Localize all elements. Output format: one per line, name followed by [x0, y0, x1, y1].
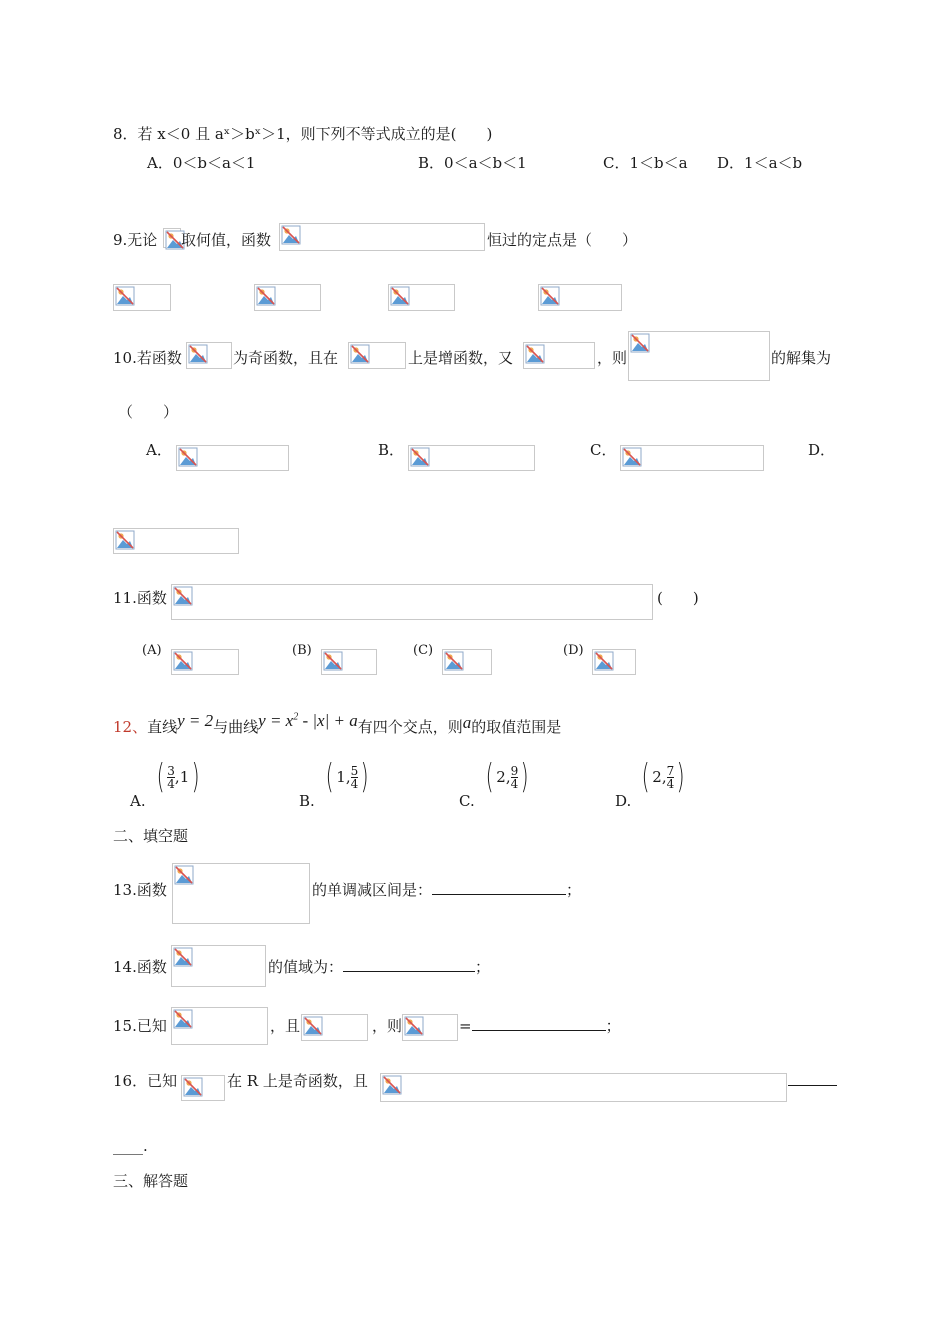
broken-image-placeholder	[380, 1073, 787, 1102]
q10-option-b-label: B．	[378, 441, 405, 459]
broken-image-icon	[525, 344, 545, 364]
interval-right-value: 1	[179, 768, 190, 786]
broken-image-icon	[173, 586, 193, 606]
q12-option-interval	[154, 757, 203, 797]
fraction-denominator: 4	[510, 776, 519, 791]
broken-image-icon	[173, 651, 193, 671]
q12-option-label: B.	[299, 792, 315, 810]
left-paren: (	[485, 757, 494, 797]
q16-text-pre: 16．已知	[113, 1072, 178, 1090]
broken-image-icon	[404, 1016, 424, 1036]
broken-image-icon	[323, 651, 343, 671]
broken-image-placeholder	[279, 223, 485, 251]
q11-answer-paren: ( )	[657, 589, 699, 607]
q12-text-1: 直线	[147, 718, 178, 736]
q9-option-d-image	[538, 284, 622, 311]
q9-text-post: 恒过的定点是（ ）	[487, 231, 638, 249]
broken-image-placeholder	[348, 342, 406, 369]
comma: ,	[174, 768, 180, 786]
broken-image-icon	[173, 1009, 193, 1029]
fraction-numerator: 5	[350, 763, 359, 778]
q12-eq-curve-rest: - |x| + a	[298, 711, 358, 730]
broken-image-icon	[178, 447, 198, 467]
fraction-numerator: 3	[167, 763, 175, 778]
comma: ,	[345, 768, 351, 786]
q15-answer-blank[interactable]	[472, 1016, 606, 1031]
q8-option-c: C．1＜b＜a	[603, 154, 688, 172]
fraction	[667, 765, 675, 790]
section-solve-heading: 三、解答题	[113, 1172, 189, 1190]
q11-option-c-label: (C)	[413, 643, 434, 658]
q11-option-c-image	[442, 649, 492, 675]
q9-option-a-image	[113, 284, 171, 311]
right-paren: )	[520, 757, 529, 797]
broken-image-icon	[281, 225, 301, 245]
q12-var-a: a	[462, 713, 472, 732]
broken-image-icon	[594, 651, 614, 671]
q13-text-pre: 13.函数	[113, 881, 167, 899]
q10-option-d-label: D．	[808, 441, 836, 459]
q13-text-post: 的单调减区间是：	[312, 881, 433, 899]
broken-image-placeholder	[186, 342, 232, 369]
q14-answer-blank[interactable]	[343, 957, 475, 972]
broken-image-icon	[174, 865, 194, 885]
q9-text-pre: 9.无论	[113, 231, 158, 249]
q12-text-2: 与曲线	[213, 718, 259, 736]
broken-image-icon	[173, 947, 193, 967]
section-fill-in-heading: 二、填空题	[113, 827, 189, 845]
q12-text-3: 有四个交点，则	[357, 718, 463, 736]
q11-option-b-label: (B)	[292, 643, 312, 658]
interval-left-value: 2	[652, 768, 662, 786]
q8-option-b: B．0＜a＜b＜1	[418, 154, 527, 172]
broken-image-icon	[444, 651, 464, 671]
broken-image-placeholder	[171, 1007, 268, 1045]
fraction	[511, 765, 519, 790]
fraction-denominator: 4	[666, 776, 675, 791]
q8-option-a: A．0＜b＜a＜1	[147, 154, 256, 172]
q14-text-pre: 14.函数	[113, 958, 167, 976]
q9-text-mid: 取何值，函数	[181, 231, 272, 249]
fraction-denominator: 4	[167, 776, 175, 791]
comma: ,	[661, 768, 667, 786]
q11-option-b-image	[321, 649, 377, 675]
q10-option-d-image	[113, 528, 239, 554]
q12-option-interval	[639, 757, 688, 797]
broken-image-icon	[303, 1016, 323, 1036]
fraction-numerator: 9	[510, 763, 519, 778]
q10-text-p4: 的解集为	[771, 349, 832, 367]
q10-option-a-image	[176, 445, 289, 471]
interval-left-value: 2	[496, 768, 506, 786]
q11-option-d-label: (D)	[563, 643, 584, 658]
q8-option-d: D．1＜a＜b	[717, 154, 803, 172]
fraction-numerator: 7	[666, 763, 675, 778]
q14-text-post: 的值域为：	[268, 958, 344, 976]
left-paren: (	[156, 757, 165, 797]
broken-image-placeholder	[163, 228, 181, 248]
q8-stem: 8．若 x＜0 且 aˣ＞bˣ＞1，则下列不等式成立的是( )	[113, 125, 493, 143]
q11-option-d-image	[592, 649, 636, 675]
broken-image-icon	[188, 344, 208, 364]
q16-answer-blank[interactable]	[788, 1070, 837, 1086]
broken-image-placeholder	[172, 863, 310, 924]
broken-image-icon	[382, 1075, 402, 1095]
left-paren: (	[325, 757, 334, 797]
broken-image-icon	[256, 286, 276, 306]
q16-answer-tail: ____.	[113, 1137, 148, 1155]
q11-text-pre: 11.函数	[113, 589, 167, 607]
q14-line	[268, 956, 490, 977]
broken-image-icon	[630, 333, 650, 353]
right-paren: )	[360, 757, 369, 797]
left-paren: (	[641, 757, 650, 797]
broken-image-icon	[390, 286, 410, 306]
q12-text-4: 的取值范围是	[471, 718, 562, 736]
q12-number: 12、	[113, 718, 148, 736]
q10-option-c-label: C．	[590, 441, 617, 459]
q10-text-p2: 上是增函数，又	[408, 349, 514, 367]
fraction-denominator: 4	[350, 776, 359, 791]
broken-image-placeholder	[628, 331, 770, 381]
q15-semicolon: ；	[605, 1017, 621, 1035]
broken-image-icon	[622, 447, 642, 467]
q11-option-a-image	[171, 649, 239, 675]
broken-image-placeholder	[523, 342, 595, 369]
fraction	[167, 765, 175, 790]
comma: ,	[505, 768, 511, 786]
q10-option-b-image	[408, 445, 535, 471]
broken-image-placeholder	[181, 1075, 225, 1101]
broken-image-icon	[115, 286, 135, 306]
q12-eq-line: y = 2	[177, 711, 214, 730]
q12-eq-curve-y: y = x	[258, 711, 294, 730]
q12-line	[113, 711, 562, 737]
q10-answer-paren: （ ）	[118, 403, 179, 421]
q15-text-p1: ，且	[270, 1017, 301, 1035]
q10-option-c-image	[620, 445, 764, 471]
q12-option-interval	[483, 757, 532, 797]
right-paren: )	[191, 757, 200, 797]
q13-semicolon: ；	[566, 881, 582, 899]
q13-answer-blank[interactable]	[432, 880, 566, 895]
q15-equals: =	[459, 1017, 472, 1035]
q14-semicolon: ；	[475, 958, 491, 976]
q10-text-p3: ，则	[597, 349, 628, 367]
q10-option-a-label: A．	[146, 441, 172, 459]
q15-text-p2: ，则	[372, 1017, 403, 1035]
q12-option-interval	[323, 757, 372, 797]
q15-text-pre: 15.已知	[113, 1017, 167, 1035]
interval-left-value: 1	[336, 768, 346, 786]
broken-image-icon	[540, 286, 560, 306]
broken-image-icon	[410, 447, 430, 467]
q9-option-c-image	[388, 284, 455, 311]
broken-image-placeholder	[171, 945, 266, 987]
q12-eq-curve-exp: 2	[293, 711, 299, 723]
q13-line	[312, 879, 581, 900]
fraction	[351, 765, 359, 790]
q12-option-label: A.	[130, 792, 146, 810]
broken-image-placeholder	[402, 1014, 458, 1041]
broken-image-placeholder	[301, 1014, 368, 1041]
broken-image-icon	[183, 1077, 203, 1097]
q12-option-label: C.	[459, 792, 475, 810]
right-paren: )	[676, 757, 685, 797]
q10-text-p1: 为奇函数，且在	[233, 349, 339, 367]
q16-text-p1: 在 R 上是奇函数，且	[227, 1072, 368, 1090]
q10-text-pre: 10.若函数	[113, 349, 182, 367]
q11-option-a-label: (A)	[142, 643, 162, 658]
broken-image-icon	[115, 530, 135, 550]
q12-option-label: D.	[615, 792, 632, 810]
broken-image-icon	[350, 344, 370, 364]
q9-option-b-image	[254, 284, 321, 311]
q12-eq-curve	[258, 711, 358, 730]
broken-image-placeholder	[171, 584, 653, 620]
q15-line	[459, 1015, 621, 1036]
